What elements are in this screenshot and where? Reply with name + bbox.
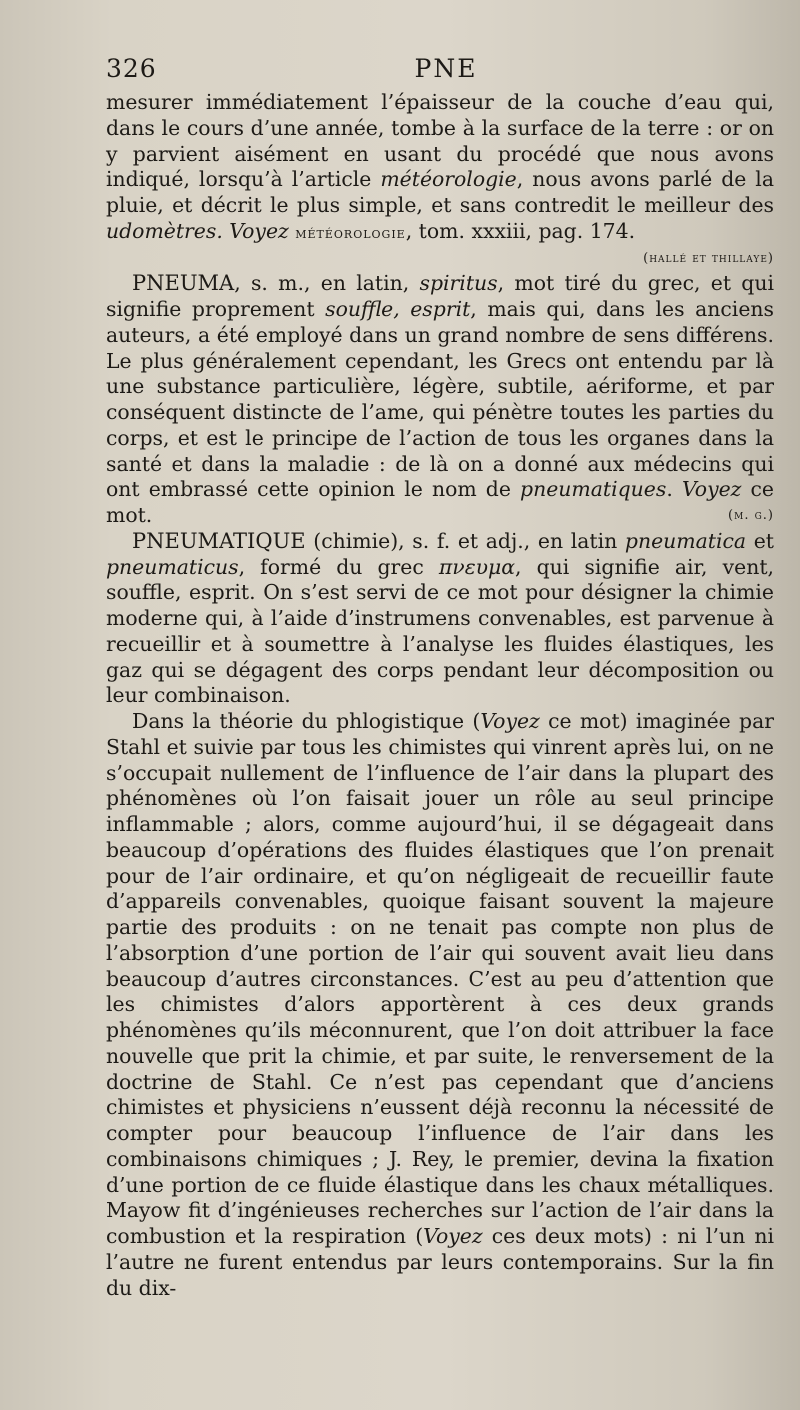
author-signature-2: (m. g.)	[728, 508, 774, 523]
page-number: 326	[106, 54, 157, 83]
headword-pneuma: PNEUMA	[132, 271, 235, 296]
entry-pneuma: PNEUMA, s. m., en latin, spiritus, mot tiré du grec, et qui signifie proprement souffle, esprit, mais qui, dans les anciens auteurs, a été employé dans un grand nombre de sens différens. Le plus généralement cependant, les Grecs ont entendu par là une substance particulière, légère, subtile, aériforme, et par conséquent distincte de l’ame, qui pénètre toutes les parties du corps, et est le principe de l’action de tous les organes dans la santé et dans la maladie : de là on a donné aux médecins qui ont embrassé cette opinion le nom de pneumatiques. Voyez ce mot. (m. g.)	[106, 271, 775, 527]
greek-word: πνευμα	[438, 554, 516, 579]
page-header	[106, 54, 786, 90]
headword-pneumatique: PNEUMATIQUE	[132, 528, 306, 553]
running-head: PNE	[414, 54, 478, 83]
continuation-paragraph: mesurer immédiatement l’épaisseur de la couche d’eau qui, dans le cours d’une année, tombe à la surface de la terre : or on y parvient aisément en usant du procédé que nous avons indiqué, lorsqu’à l’article météorologie, nous avons parlé de la pluie, et décrit le plus simple, et sans contredit le meilleur des udomètres. Voyez météorologie, tom. xxxiii, pag. 174.	[106, 90, 774, 243]
entry-pneumatique: PNEUMATIQUE (chimie), s. f. et adj., en latin pneumatica et pneumaticus, formé du grec πνευμα, qui signifie air, vent, souffle, esprit. On s’est servi de ce mot pour désigner la chimie moderne qui, à l’aide d’instrumens convenables, est parvenue à recueillir et à soumettre à l’analyse les fluides élastiques, les gaz qui se dégagent des corps pendant leur décomposition ou leur combinaison.	[106, 528, 774, 708]
page-body	[106, 90, 774, 1301]
paragraph-phlogistique: Dans la théorie du phlogistique (Voyez ce mot) imaginée par Stahl et suivie par tous les chimistes qui vinrent après lui, on ne s’occupait nullement de l’influence de l’air dans la plupart des phénomènes où l’on faisait jouer un rôle au seul principe inflammable ; alors, comme aujourd’hui, il se dégageait dans beaucoup d’opérations des fluides élastiques que l’on prenait pour de l’air ordinaire, et qu’on négligeait de recueillir faute d’appareils convenables, quoique faisant souvent la majeure partie des produits : on ne tenait pas compte non plus de l’absorption d’une portion de l’air qui souvent avait lieu dans beaucoup d’autres circonstances. C’est au peu d’attention que les chimistes d’alors apportèrent à ces deux grands phénomènes qu’ils méconnurent, que l’on doit attribuer la face nouvelle que prit la chimie, et par suite, le renversement de la doctrine de Stahl. Ce n’est pas cependant que d’anciens chimistes et physiciens n’eussent déjà reconnu la nécessité de compter pour beaucoup l’influence de l’air dans les combinaisons chimiques ; J. Rey, le premier, devina la fixation d’une portion de ce fluide élastique dans les chaux métalliques. Mayow fit d’ingénieuses recherches sur l’action de l’air dans la combustion et la respiration (Voyez ces deux mots) : ni l’un ni l’autre ne furent entendus par leurs contemporains. Sur la fin du dix-	[106, 709, 774, 1300]
author-signature-1: (hallé et thillaye)	[643, 250, 774, 266]
